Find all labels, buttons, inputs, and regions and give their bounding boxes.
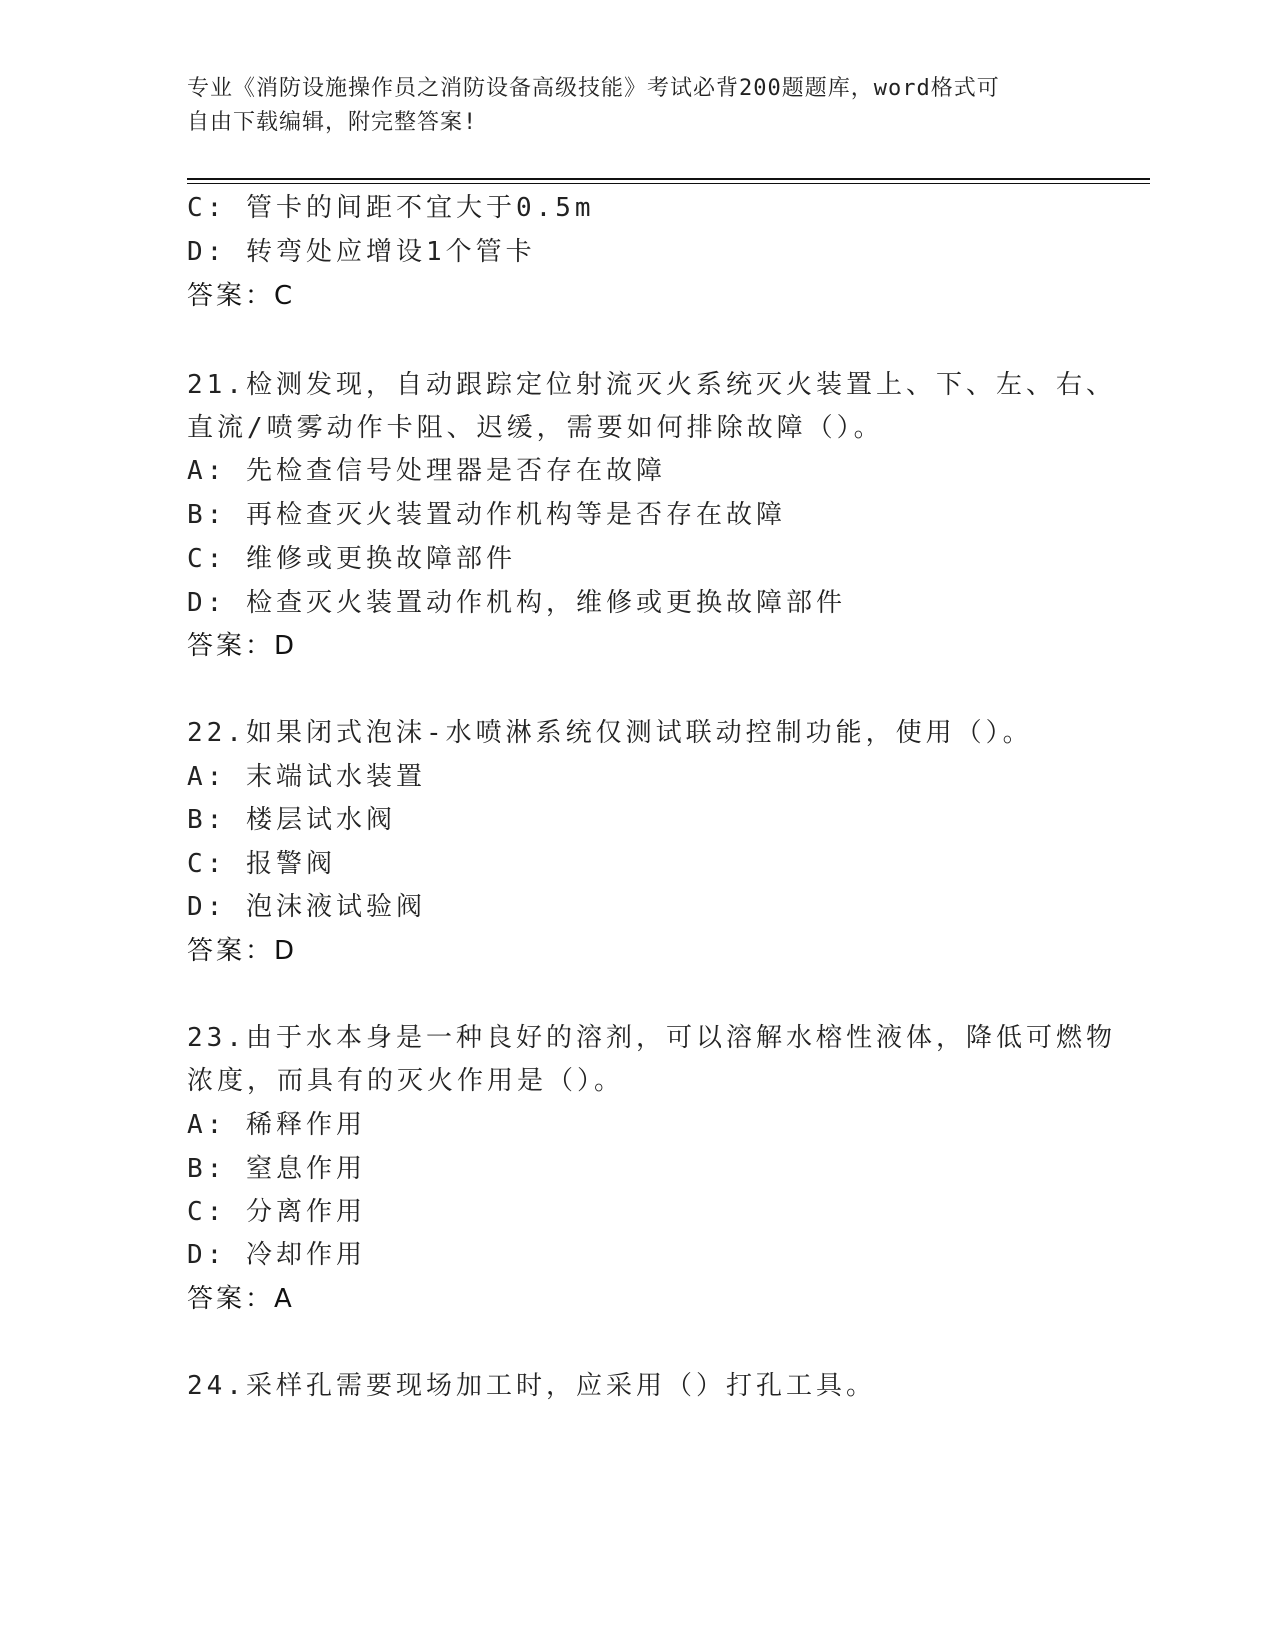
prev-answer: 答案：C — [187, 281, 296, 311]
q21-answer: 答案：D — [187, 631, 298, 661]
q23-stem-line-1: 23.由于水本身是一种良好的溶剂，可以溶解水榕性液体，降低可燃物 — [187, 1023, 1116, 1053]
q21-option-a: A: 先检查信号处理器是否存在故障 — [187, 456, 666, 486]
q22-option-c: C: 报警阀 — [187, 849, 336, 879]
q21-option-c: C: 维修或更换故障部件 — [187, 544, 516, 574]
header-rule-thick — [187, 178, 1150, 180]
q23-option-b: B: 窒息作用 — [187, 1154, 366, 1184]
q22-option-a: A: 末端试水装置 — [187, 762, 426, 792]
q21-option-d: D: 检查灭火装置动作机构，维修或更换故障部件 — [187, 588, 846, 618]
q23-answer: 答案：A — [187, 1284, 295, 1314]
q24-stem-line-1: 24.采样孔需要现场加工时，应采用（）打孔工具。 — [187, 1371, 876, 1401]
document-header — [187, 72, 1067, 140]
q21-option-b: B: 再检查灭火装置动作机构等是否存在故障 — [187, 500, 786, 530]
q21-stem-line-2: 直流/喷雾动作卡阻、迟缓，需要如何排除故障（）。 — [187, 413, 884, 443]
header-line-2: 自由下载编辑，附完整答案! — [187, 110, 478, 135]
q22-option-d: D: 泡沫液试验阀 — [187, 892, 426, 922]
q23-option-a: A: 稀释作用 — [187, 1110, 366, 1140]
q22-option-b: B: 楼层试水阀 — [187, 805, 396, 835]
header-line-1: 专业《消防设施操作员之消防设备高级技能》考试必背200题题库，word格式可 — [187, 76, 1000, 101]
q22-answer: 答案：D — [187, 936, 298, 966]
header-rule-thin — [187, 183, 1150, 184]
prev-option-d: D: 转弯处应增设1个管卡 — [187, 237, 536, 267]
prev-option-c: C: 管卡的间距不宜大于0.5m — [187, 193, 595, 223]
q22-stem-line-1: 22.如果闭式泡沫-水喷淋系统仅测试联动控制功能，使用（）。 — [187, 718, 1033, 748]
q21-stem-line-1: 21.检测发现，自动跟踪定位射流灭火系统灭火装置上、下、左、右、 — [187, 370, 1116, 400]
q23-option-c: C: 分离作用 — [187, 1197, 366, 1227]
q23-stem-line-2: 浓度，而具有的灭火作用是（）。 — [187, 1066, 625, 1096]
q23-option-d: D: 冷却作用 — [187, 1240, 366, 1270]
